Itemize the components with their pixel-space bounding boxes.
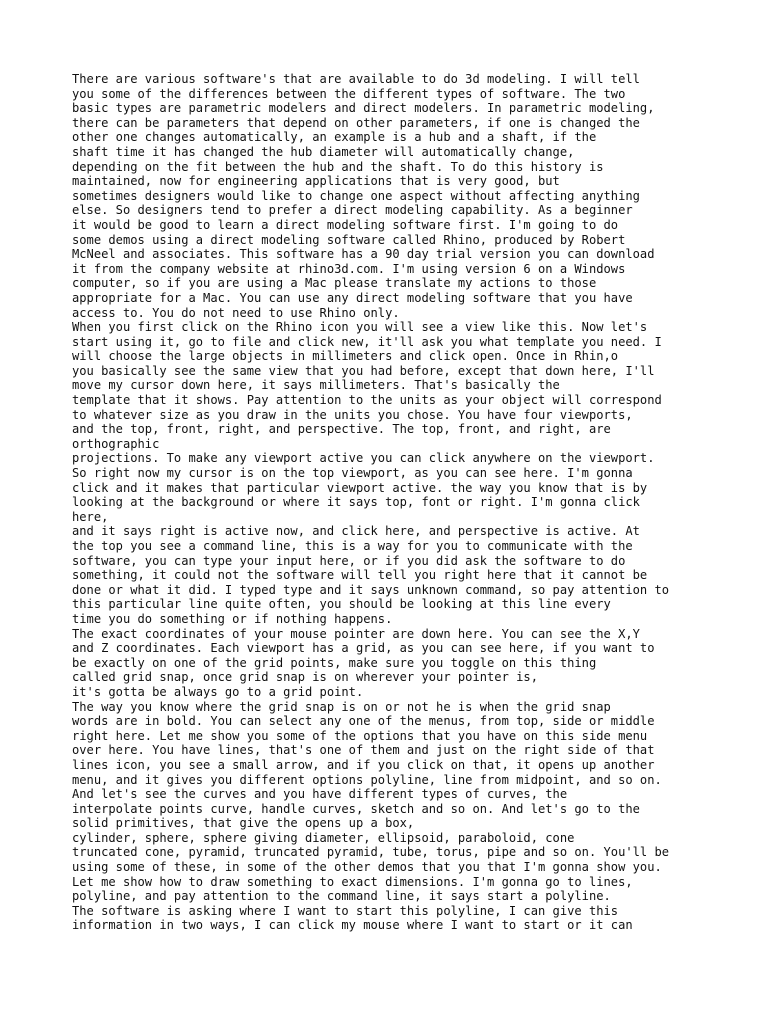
text-line: There are various software's that are available to do 3d modeling. I will tell (72, 72, 640, 86)
text-line: information in two ways, I can click my mouse where I want to start or it can (72, 918, 633, 933)
text-line: move my cursor down here, it says millimeters. That's basically the (72, 378, 560, 393)
text-line: the top you see a command line, this is a way for you to communicate with the (72, 539, 633, 553)
text-line: it would be good to learn a direct modeling software first. I'm going to do (72, 217, 619, 232)
text-line: over here. You have lines, that's one of them and just on the right side of that (72, 743, 655, 758)
text-line: some demos using a direct modeling software called Rhino, produced by Robert (72, 232, 626, 247)
text-line: here, (72, 509, 109, 524)
text-line: words are in bold. You can select any one of the menus, from top, side or middle (72, 714, 655, 729)
text-line: looking at the background or where it says top, font or right. I'm gonna click (72, 495, 640, 510)
text-line: And let's see the curves and you have different types of curves, the (72, 787, 568, 802)
text-line: and Z coordinates. Each viewport has a grid, as you can see here, if you want to (72, 641, 655, 656)
text-line: computer, so if you are using a Mac please translate my actions to those (72, 276, 597, 291)
text-line: appropriate for a Mac. You can use any direct modeling software that you have (72, 290, 633, 305)
text-line: right here. Let me show you some of the options that you have on this side menu (72, 728, 648, 743)
text-line: menu, and it gives you different options polyline, line from midpoint, and so on. (72, 772, 662, 787)
text-line: called grid snap, once grid snap is on wherever your pointer is, (72, 670, 538, 685)
text-line: be exactly on one of the grid points, make sure you toggle on this thing (72, 655, 597, 670)
text-line: it from the company website at rhino3d.com. I'm using version 6 on a Windows (72, 261, 626, 276)
text-line: Let me show how to draw something to exact dimensions. I'm gonna go to lines, (72, 874, 633, 889)
text-line: start using it, go to file and click new, it'll ask you what template you need. I (72, 334, 662, 349)
text-line: and it says right is active now, and click here, and perspective is active. At (72, 524, 640, 539)
text-line: So right now my cursor is on the top viewport, as you can see here. I'm gonna (72, 466, 633, 481)
text-line: else. So designers tend to prefer a direct modeling capability. As a beginner (72, 203, 633, 218)
text-line: time you do something or if nothing happens. (72, 611, 393, 626)
text-line: solid primitives, that give the opens up a box, (72, 816, 415, 831)
text-line: truncated cone, pyramid, truncated pyramid, tube, torus, pipe and so on. You'll be (72, 845, 670, 860)
text-line: and the top, front, right, and perspective. The top, front, and right, are (72, 422, 611, 437)
text-line: polyline, and pay attention to the command line, it says start a polyline. (72, 889, 611, 904)
text-line: lines icon, you see a small arrow, and if you click on that, it opens up another (72, 757, 655, 772)
text-line: you basically see the same view that you had before, except that down here, I'll (72, 363, 655, 378)
text-line: access to. You do not need to use Rhino only. (72, 305, 400, 320)
text-line: template that it shows. Pay attention to the units as your object will correspond (72, 393, 662, 408)
text-line: sometimes designers would like to change one aspect without affecting anything (72, 188, 640, 203)
text-line: The exact coordinates of your mouse pointer are down here. You can see the X,Y (72, 626, 640, 641)
text-line: done or what it did. I typed type and it says unknown command, so pay attention to (72, 582, 670, 597)
text-line: there can be parameters that depend on other parameters, if one is changed the (72, 115, 640, 130)
text-line: orthographic (72, 436, 160, 451)
text-line: depending on the fit between the hub and the shaft. To do this history is (72, 159, 604, 174)
text-line: using some of these, in some of the other demos that you that I'm gonna show you. (72, 860, 662, 875)
text-line: maintained, now for engineering applications that is very good, but (72, 174, 560, 189)
text-line: click and it makes that particular viewport active. the way you know that is by (72, 480, 648, 495)
text-line: you some of the differences between the different types of software. The two (72, 86, 626, 101)
text-line: other one changes automatically, an example is a hub and a shaft, if the (72, 130, 597, 145)
document-page (72, 72, 762, 933)
text-line: basic types are parametric modelers and direct modelers. In parametric modeling, (72, 101, 655, 116)
text-line: software, you can type your input here, or if you did ask the software to do (72, 553, 626, 568)
text-line: will choose the large objects in millimeters and click open. Once in Rhin,o (72, 349, 619, 364)
text-line: interpolate points curve, handle curves, sketch and so on. And let's go to the (72, 801, 640, 816)
text-line: The software is asking where I want to start this polyline, I can give this (72, 903, 619, 918)
text-line: shaft time it has changed the hub diameter will automatically change, (72, 144, 575, 159)
text-line: to whatever size as you draw in the units you chose. You have four viewports, (72, 407, 633, 422)
text-line: something, it could not the software will tell you right here that it cannot be (72, 568, 648, 583)
text-line: cylinder, sphere, sphere giving diameter, ellipsoid, paraboloid, cone (72, 830, 575, 845)
text-line: The way you know where the grid snap is on or not he is when the grid snap (72, 699, 611, 714)
text-line: it's gotta be always go to a grid point. (72, 684, 364, 699)
text-line: McNeel and associates. This software has a 90 day trial version you can download (72, 247, 655, 262)
text-line: this particular line quite often, you should be looking at this line every (72, 597, 611, 612)
text-line: projections. To make any viewport active you can click anywhere on the viewport. (72, 451, 655, 466)
text-line: When you first click on the Rhino icon you will see a view like this. Now let's (72, 320, 648, 335)
